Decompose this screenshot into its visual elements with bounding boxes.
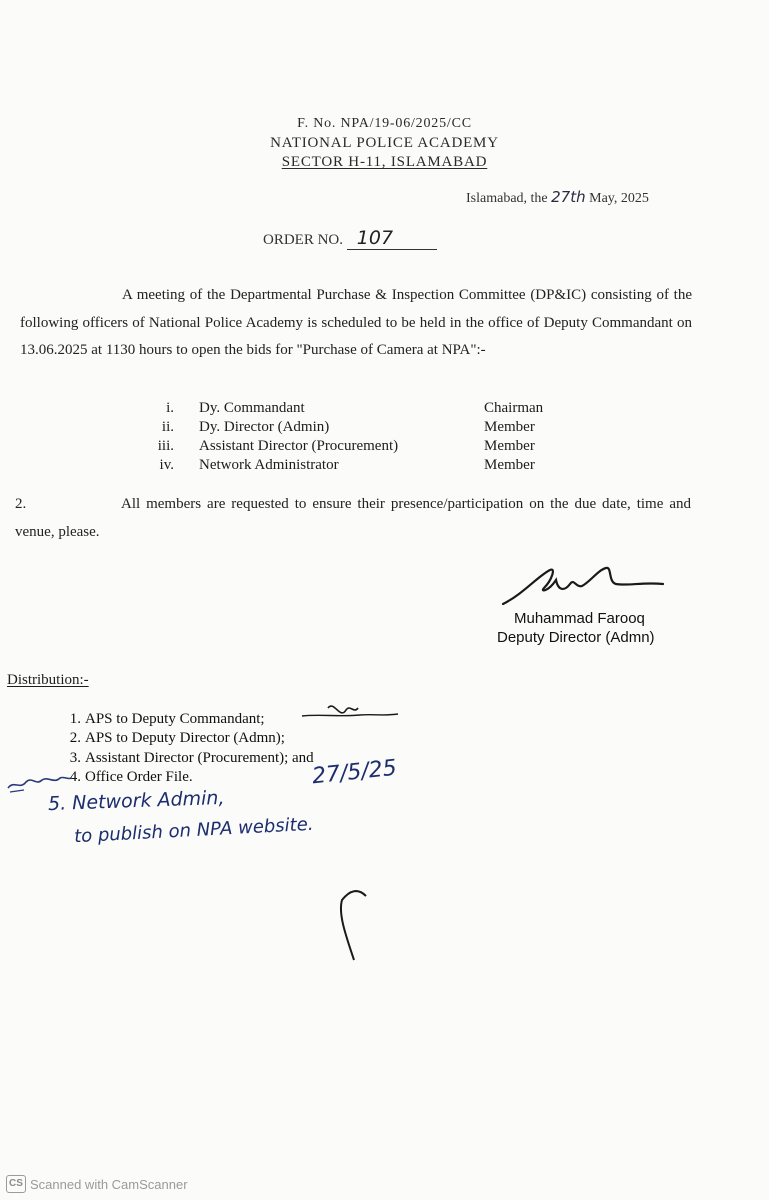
paragraph-1 xyxy=(20,282,692,365)
distribution-item-text: Office Order File. xyxy=(85,769,193,785)
distribution-item-number: 2. xyxy=(69,730,81,746)
handwritten-item-5: 5. Network Admin, xyxy=(47,786,225,816)
member-role: Member xyxy=(484,457,535,473)
distribution-item xyxy=(55,711,265,728)
organization-address: SECTOR H-11, ISLAMABAD xyxy=(281,154,488,170)
member-name: Dy. Director (Admin) xyxy=(199,419,330,435)
handwritten-stroke-mark xyxy=(328,880,378,970)
distribution-item-text: APS to Deputy Commandant; xyxy=(85,711,265,727)
order-line xyxy=(263,227,437,250)
date-suffix: May, 2025 xyxy=(589,191,649,206)
member-number: i. xyxy=(166,400,174,416)
distribution-item-number: 1. xyxy=(69,711,81,727)
distribution-item xyxy=(55,750,314,767)
order-label: ORDER NO. xyxy=(263,232,344,248)
distribution-item-text: Assistant Director (Procurement); and xyxy=(85,750,314,766)
paragraph-2 xyxy=(15,491,691,546)
member-role: Member xyxy=(484,438,535,454)
member-name: Assistant Director (Procurement) xyxy=(199,438,399,454)
signature-mark xyxy=(498,562,668,612)
distribution-item-number: 4. xyxy=(69,769,81,785)
date-line xyxy=(466,188,649,207)
member-number: ii. xyxy=(161,419,174,435)
signatory-title: Deputy Director (Admn) xyxy=(497,629,655,646)
member-name: Dy. Commandant xyxy=(199,400,305,416)
distribution-item-number: 3. xyxy=(69,750,81,766)
member-number: iii. xyxy=(157,438,174,454)
member-role: Member xyxy=(484,419,535,435)
handwritten-initials-mark xyxy=(300,698,400,728)
distribution-item xyxy=(55,769,193,786)
member-name: Network Administrator xyxy=(199,457,339,473)
handwritten-date: 27/5/25 xyxy=(310,755,398,790)
handwritten-order-number: 107 xyxy=(347,227,437,250)
paragraph-1-text: A meeting of the Departmental Purchase & Inspection Committee (DP&IC) consisting of the following officers of National Police Academy is scheduled to be held in the office of Deputy Commandant on 13.06.2025 at 1130 hours to open the bids for "Purchase of Camera at NPA":- xyxy=(20,287,692,358)
organization-name: NATIONAL POLICE ACADEMY xyxy=(270,135,499,151)
camscanner-footer xyxy=(6,1175,188,1193)
date-prefix: Islamabad, the xyxy=(466,191,548,206)
member-number: iv. xyxy=(159,457,174,473)
paragraph-2-text: All members are requested to ensure their presence/participation on the due date, time and venue, please. xyxy=(15,496,691,540)
distribution-heading: Distribution:- xyxy=(7,672,89,688)
paragraph-2-number: 2. xyxy=(15,496,27,512)
distribution-item-text: APS to Deputy Director (Admn); xyxy=(85,730,285,746)
camscanner-text: Scanned with CamScanner xyxy=(30,1176,188,1192)
distribution-item xyxy=(55,730,285,747)
signatory-name: Muhammad Farooq xyxy=(514,610,645,627)
handwritten-day: 27th xyxy=(551,188,586,206)
file-number: F. No. NPA/19-06/2025/CC xyxy=(297,116,472,131)
member-role: Chairman xyxy=(484,400,544,416)
camscanner-logo-icon: CS xyxy=(6,1175,26,1193)
handwritten-publish-note: to publish on NPA website. xyxy=(73,813,315,848)
